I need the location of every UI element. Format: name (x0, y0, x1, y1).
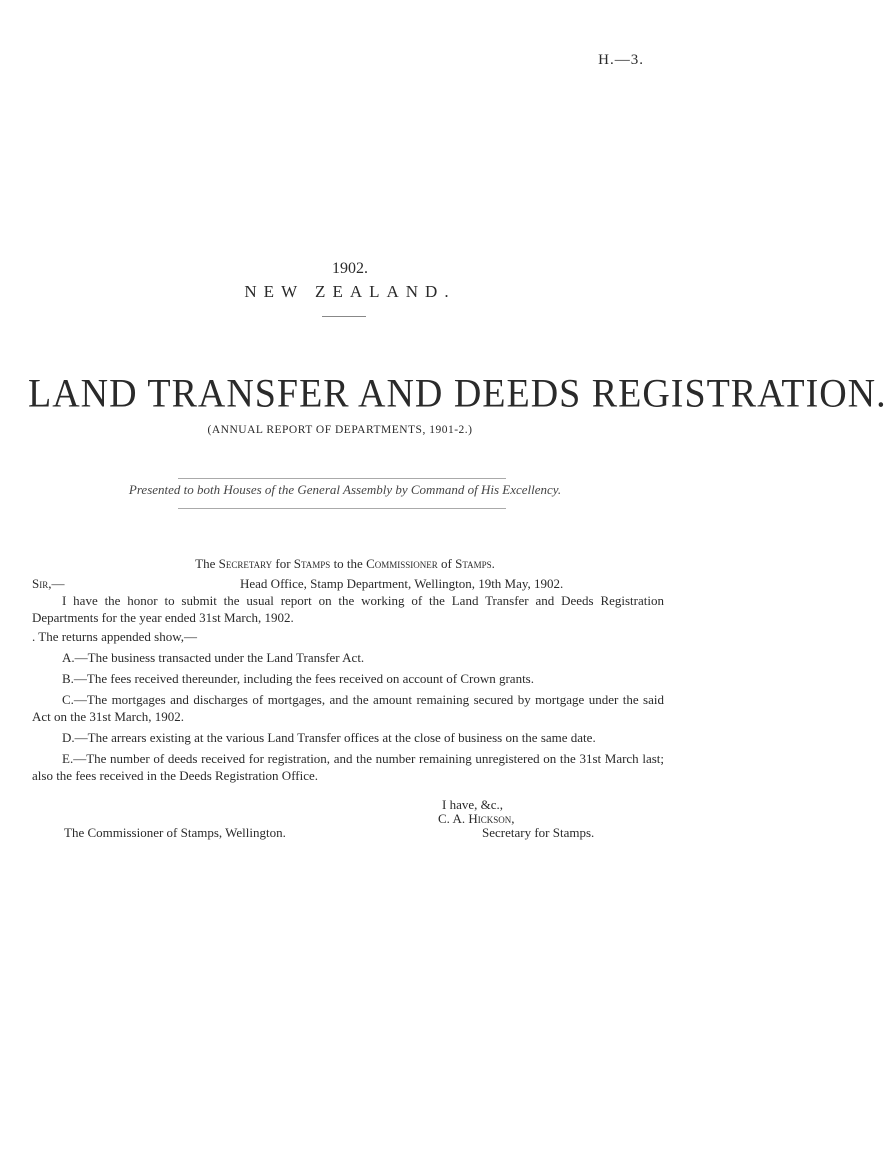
closing: I have, &c., (442, 797, 504, 812)
paragraph-intro: I have the honor to submit the usual report on the working of the Land Transfer and Deeds Registration Departments for the year ended 31st March, 1902. (32, 593, 664, 625)
letter-body (32, 575, 664, 784)
country-heading: NEW ZEALAND. (244, 282, 456, 301)
short-divider (322, 316, 366, 317)
report-year: 1902. (332, 260, 368, 277)
address-the: The (195, 556, 216, 571)
list-item-b: B.—The fees received thereunder, including the fees received on account of Crown grants. (62, 671, 534, 686)
addressee: The Commissioner of Stamps, Wellington. (64, 825, 286, 840)
address-commissioner: Commissioner (366, 556, 438, 571)
address-for: for (275, 556, 291, 571)
address-stamps-2: Stamps. (455, 556, 495, 571)
list-item-d: D.—The arrears existing at the various Land Transfer offices at the close of business on the same date. (62, 730, 596, 745)
signatory-title: Secretary for Stamps. (482, 825, 595, 840)
list-item-a: A.—The business transacted under the Land Transfer Act. (62, 650, 365, 665)
address-stamps: Stamps (293, 556, 331, 571)
salutation: Sir,— (32, 576, 65, 591)
address-secretary: Secretary (218, 556, 273, 571)
list-item-c: C.—The mortgages and discharges of mortgages, and the amount remaining secured by mortgage under the said Act on the 31st March, 1902. (32, 692, 664, 724)
presented-note: Presented to both Houses of the General Assembly by Command of His Excellency. (128, 482, 562, 497)
paragraph-returns: . The returns appended show,— (32, 629, 197, 644)
top-divider (178, 478, 506, 479)
place-date: Head Office, Stamp Department, Wellington, 19th May, 1902. (240, 576, 564, 591)
bottom-divider (178, 508, 506, 509)
letter-address-line (0, 556, 690, 572)
document-title: LAND TRANSFER AND DEEDS REGISTRATION. (28, 371, 887, 417)
address-of: of (441, 556, 452, 571)
list-item-e: E.—The number of deeds received for registration, and the number remaining unregistered on the 31st March last; also the fees received in the Deeds Registration Office. (32, 751, 664, 783)
address-to: to the (333, 556, 363, 571)
page-reference: H.—3. (598, 52, 644, 68)
signatory-name: C. A. Hickson, (438, 811, 515, 826)
document-subtitle: (ANNUAL REPORT OF DEPARTMENTS, 1901-2.) (207, 424, 473, 436)
